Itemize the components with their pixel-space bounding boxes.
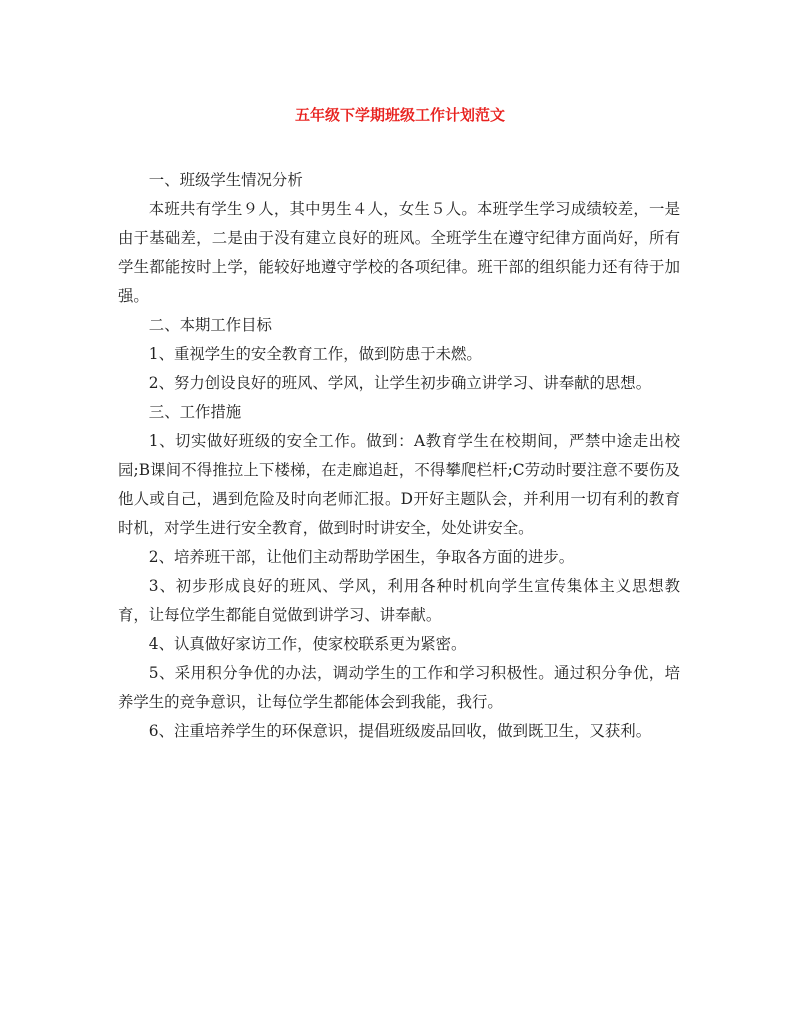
measure-item-5: 5、采用积分争优的办法，调动学生的工作和学习积极性。通过积分争优，培养学生的竞争意识，让每位学生都能体会到我能，我行。 xyxy=(118,664,680,711)
measure-item-4: 4、认真做好家访工作，使家校联系更为紧密。 xyxy=(148,635,467,653)
paragraph-class-analysis: 本班共有学生９人，其中男生４人，女生５人。本班学生学习成绩较差，一是由于基础差，二是由于没有建立良好的班风。全班学生在遵守纪律方面尚好，所有学生都能按时上学，能较好地遵守学校的各项纪律。班干部的组织能力还有待于加强。 xyxy=(118,200,680,305)
measure-item-1: 1、切实做好班级的安全工作。做到：A教育学生在校期间，严禁中途走出校园;B课间不得推拉上下楼梯，在走廊追赶，不得攀爬栏杆;C劳动时要注意不要伤及他人或自己，遇到危险及时向老师汇报。D开好主题队会，并利用一切有利的教育时机，对学生进行安全教育，做到时时讲安全，处处讲安全。 xyxy=(118,432,680,537)
document-title: 五年级下学期班级工作计划范文 xyxy=(294,106,505,124)
goal-item-2: 2、努力创设良好的班风、学风，让学生初步确立讲学习、讲奉献的思想。 xyxy=(148,374,652,392)
section-heading-3: 三、工作措施 xyxy=(148,403,242,421)
section-heading-1: 一、班级学生情况分析 xyxy=(148,171,303,189)
section-heading-2: 二、本期工作目标 xyxy=(148,316,272,334)
measure-item-3: 3、初步形成良好的班风、学风，利用各种时机向学生宣传集体主义思想教育，让每位学生都能自觉做到讲学习、讲奉献。 xyxy=(118,577,680,624)
measure-item-6: 6、注重培养学生的环保意识，提倡班级废品回收，做到既卫生，又获利。 xyxy=(148,722,652,740)
goal-item-1: 1、重视学生的安全教育工作，做到防患于未燃。 xyxy=(148,345,482,363)
document-body xyxy=(118,166,680,746)
measure-item-2: 2、培养班干部，让他们主动帮助学困生，争取各方面的进步。 xyxy=(148,548,575,566)
